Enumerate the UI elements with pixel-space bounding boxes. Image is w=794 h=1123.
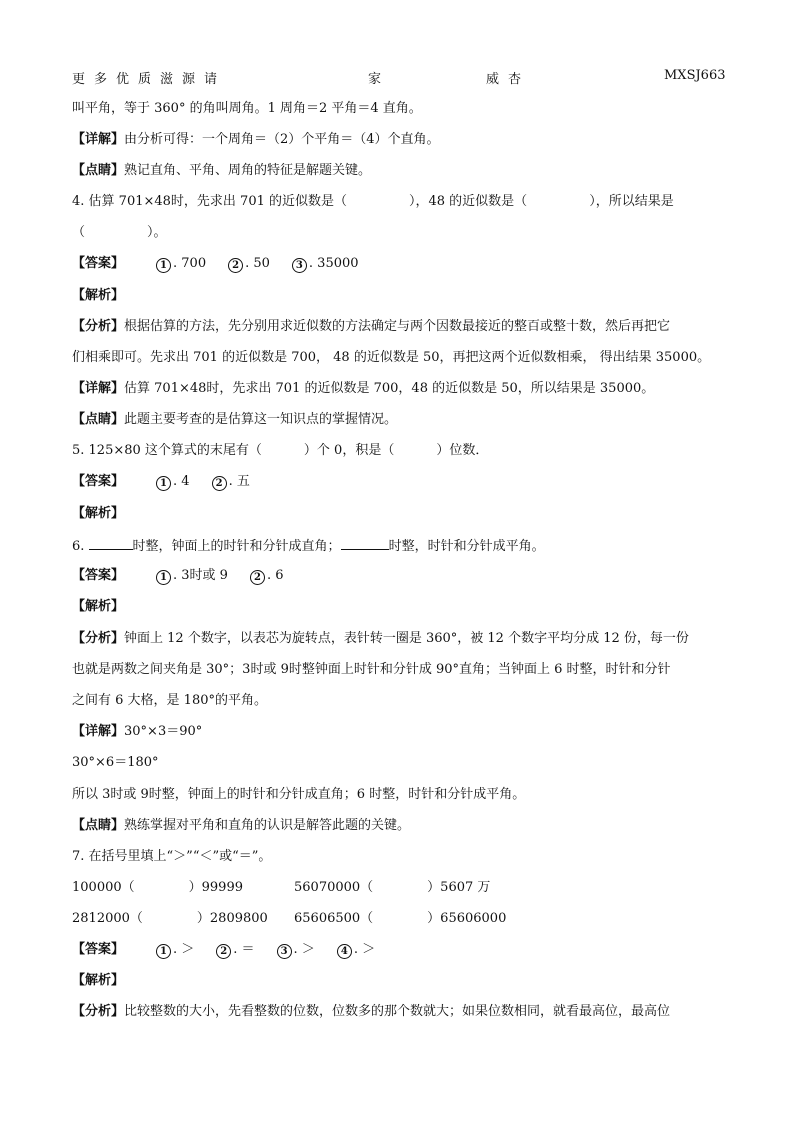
circled-number: 2 (216, 944, 231, 959)
point-text: 熟练掌握对平角和直角的认识是解答此题的关键。 (124, 818, 411, 833)
circled-number: 4 (337, 944, 352, 959)
q5-text-part2: ）个 0，积是（ (303, 443, 395, 458)
answer-item (156, 256, 206, 273)
q3-point (72, 163, 371, 179)
detail-label: 【详解】 (72, 724, 125, 739)
fen-text: 比较整数的大小，先看整数的位数，位数多的那个数就大；如果位数相同，就看最高位，最高位 (124, 1004, 671, 1019)
compare-item (294, 880, 490, 895)
detail-label: 【详解】 (72, 132, 125, 147)
q4-question-line1 (72, 194, 674, 210)
q6-analysis-label: 【解析】 (72, 599, 125, 614)
circled-number: 1 (156, 258, 171, 273)
q4-text-part2: ），48 的近似数是（ (409, 194, 528, 209)
q6-question (72, 537, 545, 555)
compare-left: 2812000（ (72, 911, 143, 926)
q6-detail-line3: 所以 3时或 9时整，钟面上的时针和分针成直角；6 时整，时针和分针成平角。 (72, 787, 526, 802)
q7-analysis-label: 【解析】 (72, 973, 125, 988)
q4-paren-open: （ (72, 225, 86, 240)
circled-number: 3 (292, 258, 307, 273)
point-label: 【点睛】 (72, 163, 125, 178)
circled-number: 2 (212, 476, 227, 491)
q4-question-line2 (72, 225, 167, 241)
answer-item (250, 568, 284, 585)
q5-text-part1: 5. 125×80 这个算式的末尾有（ (72, 443, 262, 458)
circled-number: 1 (156, 944, 171, 959)
q5-analysis-label: 【解析】 (72, 506, 125, 521)
compare-item (72, 911, 294, 927)
circled-number: 1 (156, 476, 171, 491)
q5-answer (72, 474, 250, 491)
answer-label: 【答案】 (72, 568, 125, 583)
fill-blank (341, 537, 389, 550)
compare-left: 56070000（ (294, 880, 374, 895)
q7-compare-row2 (72, 911, 506, 927)
q3-analysis-continuation: 叫平角，等于 360° 的角叫周角。1 周角＝2 平角＝4 直角。 (72, 101, 422, 116)
answer-value: . 6 (266, 568, 284, 583)
q6-detail-line2: 30°×6＝180° (72, 755, 159, 770)
answer-item (337, 942, 375, 959)
q7-answer (72, 942, 375, 959)
fill-blank (89, 537, 133, 550)
q5-text-part3: ）位数． (436, 443, 489, 458)
circled-number: 1 (156, 570, 171, 585)
q6-text-part2: 时整，时针和分针成平角。 (388, 539, 545, 554)
compare-right: ）2809800 (196, 911, 268, 926)
q6-detail-line1 (72, 724, 202, 740)
point-text: 熟记直角、平角、周角的特征是解题关键。 (124, 163, 372, 178)
q4-fen-line2: 们相乘即可。先求出 701 的近似数是 700， 48 的近似数是 50，再把这两个近似数相乘， 得出结果 35000。 (72, 350, 711, 365)
fen-label: 【分析】 (72, 1004, 125, 1019)
answer-item (212, 474, 250, 491)
answer-item (216, 942, 254, 959)
q4-fen-line1 (72, 319, 670, 335)
q6-text-part1: 时整，钟面上的时针和分针成直角； (132, 539, 341, 554)
compare-item (72, 880, 294, 896)
answer-label: 【答案】 (72, 942, 125, 957)
answer-value: . ＞ (293, 942, 315, 957)
circled-number: 2 (250, 570, 265, 585)
compare-item (294, 911, 506, 926)
fen-text: 根据估算的方法，先分别用求近似数的方法确定与两个因数最接近的整百或整十数，然后再把它 (124, 319, 671, 334)
header-mid-text-2: 威杏 (486, 72, 531, 87)
detail-label: 【详解】 (72, 381, 125, 396)
answer-item (156, 474, 190, 491)
q4-detail (72, 381, 654, 397)
q4-answer (72, 256, 359, 273)
point-text: 此题主要考查的是估算这一知识点的掌握情况。 (124, 412, 398, 427)
q4-point (72, 412, 397, 428)
fen-text: 钟面上 12 个数字，以表芯为旋转点，表针转一圈是 360°，被 12 个数字平均分成 12 份，每一份 (124, 631, 689, 646)
point-label: 【点睛】 (72, 412, 125, 427)
compare-right: ）65606000 (427, 911, 507, 926)
fen-label: 【分析】 (72, 631, 125, 646)
answer-item (277, 942, 315, 959)
answer-value: . ＞ (173, 942, 195, 957)
q6-fen-line3: 之间有 6 大格，是 180°的平角。 (72, 693, 267, 708)
header-left-text: 更多优质滋源请 (72, 72, 227, 87)
answer-item (228, 256, 270, 273)
q6-fen-line1 (72, 631, 689, 647)
header-code: MXSJ663 (664, 68, 726, 83)
compare-left: 100000（ (72, 880, 135, 895)
circled-number: 3 (277, 944, 292, 959)
detail-text: 30°×3＝90° (124, 724, 203, 739)
answer-label: 【答案】 (72, 474, 125, 489)
q4-paren-close: ）。 (147, 225, 167, 240)
answer-value: . 4 (173, 474, 190, 489)
fen-label: 【分析】 (72, 319, 125, 334)
q4-text-part1: 4. 估算 701×48时，先求出 701 的近似数是（ (72, 194, 347, 209)
answer-value: . 35000 (308, 256, 359, 271)
q4-analysis-label: 【解析】 (72, 288, 125, 303)
compare-right: ）5607 万 (427, 880, 491, 895)
q7-compare-row1 (72, 880, 490, 896)
compare-left: 65606500（ (294, 911, 374, 926)
answer-value: . 五 (228, 474, 250, 489)
answer-item (156, 568, 228, 585)
answer-value: . 50 (245, 256, 270, 271)
q5-question (72, 443, 488, 459)
answer-label: 【答案】 (72, 256, 125, 271)
circled-number: 2 (228, 258, 243, 273)
q6-number: 6. (72, 539, 85, 554)
answer-value: . ＝ (233, 942, 255, 957)
q7-question: 7. 在括号里填上“＞”“＜”或“＝”。 (72, 849, 272, 864)
answer-item (156, 942, 194, 959)
answer-item (292, 256, 359, 273)
answer-value: . 700 (173, 256, 207, 271)
answer-value: . ＞ (353, 942, 376, 957)
q6-answer (72, 568, 284, 585)
answer-value: . 3时或 9 (173, 568, 228, 583)
detail-text: 由分析可得：一个周角＝（2）个平角＝（4）个直角。 (124, 132, 440, 147)
q6-fen-line2: 也就是两数之间夹角是 30°；3时或 9时整钟面上时针和分针成 90°直角；当钟面上 6 时整，时针和分针 (72, 662, 671, 677)
q6-point (72, 818, 410, 834)
q3-detail (72, 132, 440, 148)
compare-right: ）99999 (188, 880, 243, 895)
q4-text-part3: ），所以结果是 (589, 194, 674, 209)
header-mid-text-1: 家 (368, 72, 382, 87)
q7-fen-line1 (72, 1004, 670, 1020)
detail-text: 估算 701×48时，先求出 701 的近似数是 700，48 的近似数是 50，所以结果是 35000。 (124, 381, 655, 396)
point-label: 【点睛】 (72, 818, 125, 833)
